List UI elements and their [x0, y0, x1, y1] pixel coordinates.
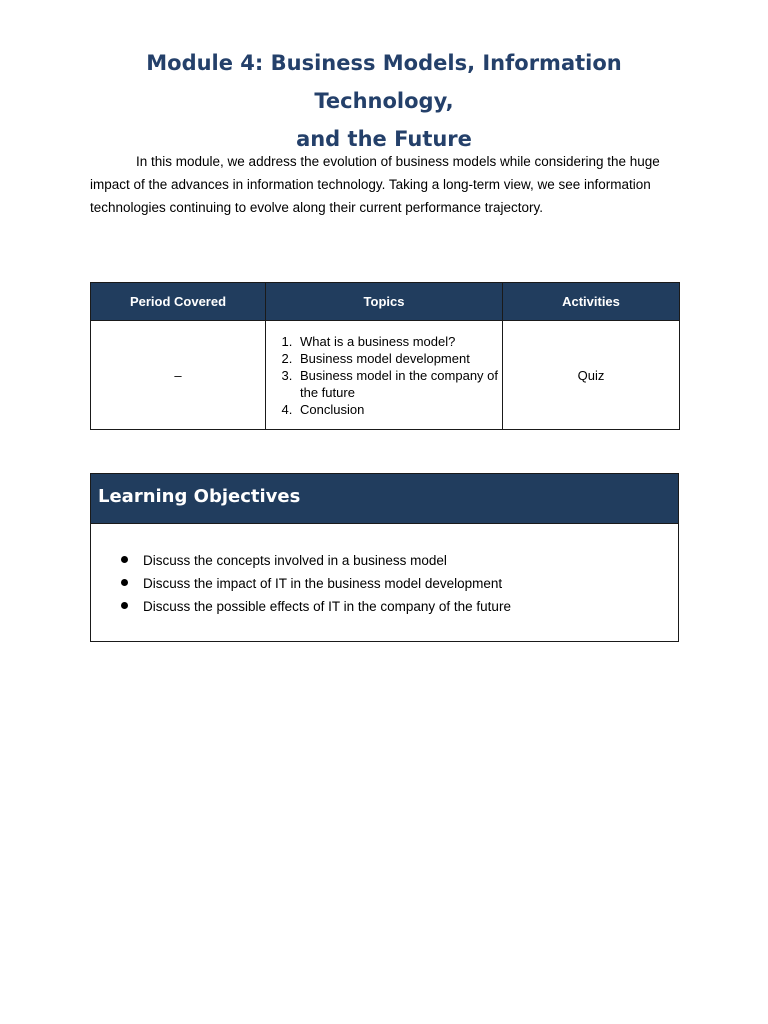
topic-item: 4. Conclusion [296, 401, 502, 418]
page-title [90, 44, 678, 158]
list-item [121, 595, 678, 618]
table-row [91, 321, 680, 430]
topic-item: 2. Business model development [296, 350, 502, 367]
objective-text: Discuss the possible effects of IT in the company of the future [143, 599, 511, 614]
header-topics: Topics [266, 283, 503, 321]
topics-list [266, 333, 502, 418]
bullet-icon [121, 602, 128, 609]
list-item [121, 549, 678, 572]
learning-objectives-heading: Learning Objectives [91, 474, 678, 524]
topic-item: 1. What is a business model? [296, 333, 502, 350]
table-header-row [91, 283, 680, 321]
bullet-icon [121, 579, 128, 586]
bullet-icon [121, 556, 128, 563]
objective-text: Discuss the concepts involved in a business model [143, 553, 447, 568]
period-cell: – [91, 321, 266, 430]
header-period-covered: Period Covered [91, 283, 266, 321]
header-activities: Activities [503, 283, 680, 321]
page-title-line-2: and the Future [296, 127, 472, 151]
learning-objectives-box [90, 473, 679, 642]
objective-text: Discuss the impact of IT in the business model development [143, 576, 503, 591]
page-title-line-1: Module 4: Business Models, Information Technology, [146, 51, 622, 113]
objectives-list [91, 524, 678, 618]
list-item [121, 572, 678, 595]
activities-cell: Quiz [503, 321, 680, 430]
module-overview-table [90, 282, 680, 430]
topics-cell [266, 321, 503, 430]
intro-paragraph: In this module, we address the evolution of business models while considering the huge impact of the advances in information technology. Taking a long-term view, we see information technologies continuing to evolve along their current performance trajectory. [90, 154, 660, 215]
topic-item: 3. Business model in the company of the future [296, 367, 502, 401]
